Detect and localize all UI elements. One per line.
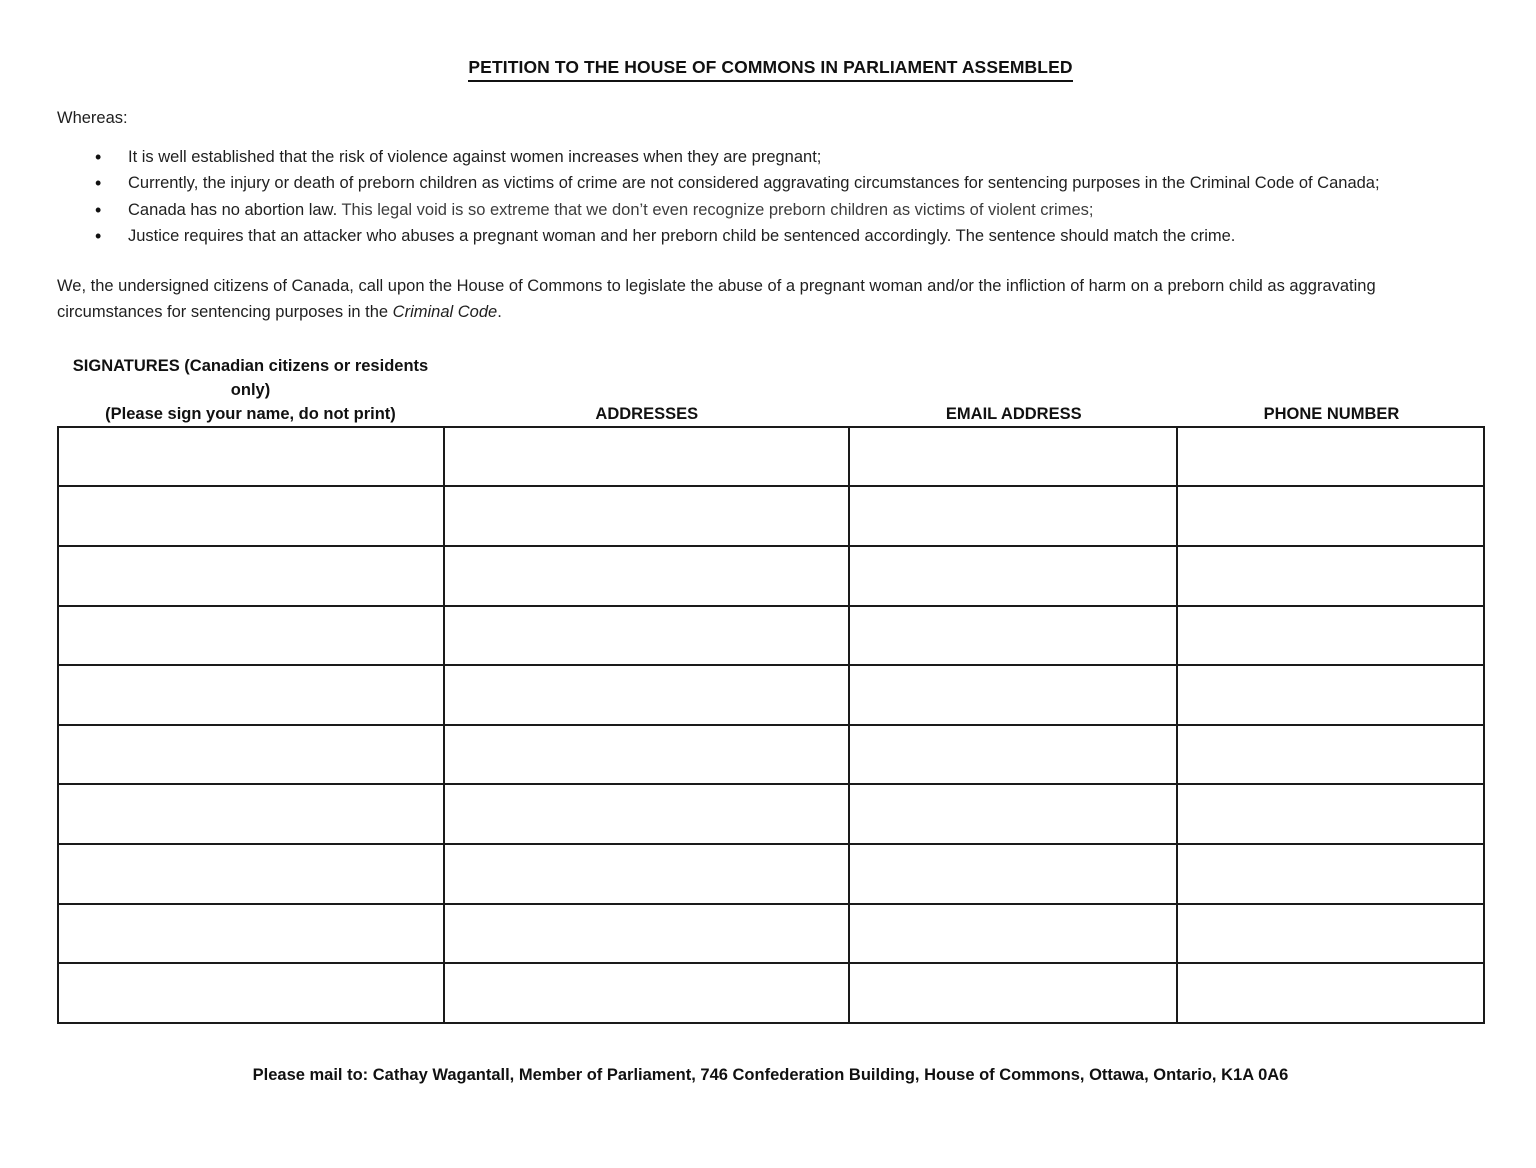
petition-document xyxy=(0,57,1536,1085)
email-cell[interactable] xyxy=(849,486,1177,546)
phone-cell[interactable] xyxy=(1177,904,1484,964)
signature-table-header xyxy=(57,354,1485,426)
email-cell[interactable] xyxy=(849,546,1177,606)
bullet-text: It is well established that the risk of violence against women increases when they are pregnant; xyxy=(128,148,822,166)
whereas-label: Whereas: xyxy=(57,109,128,127)
table-row xyxy=(58,963,1484,1023)
phone-cell[interactable] xyxy=(1177,963,1484,1023)
table-row xyxy=(58,784,1484,844)
address-cell[interactable] xyxy=(444,427,849,487)
bullet-item-1 xyxy=(95,144,1484,170)
address-cell[interactable] xyxy=(444,665,849,725)
address-cell[interactable] xyxy=(444,606,849,666)
email-cell[interactable] xyxy=(849,427,1177,487)
signatures-header-line1: SIGNATURES (Canadian citizens or residents xyxy=(72,356,429,375)
address-cell[interactable] xyxy=(444,725,849,785)
column-header-phone: PHONE NUMBER xyxy=(1263,404,1400,423)
whereas-bullet-list xyxy=(57,144,1484,249)
signature-cell[interactable] xyxy=(58,725,444,785)
bullet-item-4 xyxy=(95,223,1484,249)
bullet-text: Currently, the injury or death of preborn children as victims of crime are not considered aggravating circumstances for sentencing purposes in the Criminal Code of Canada; xyxy=(128,174,1380,193)
table-row xyxy=(58,546,1484,606)
phone-cell[interactable] xyxy=(1177,427,1484,487)
email-cell[interactable] xyxy=(849,963,1177,1023)
address-cell[interactable] xyxy=(444,546,849,606)
phone-cell[interactable] xyxy=(1177,725,1484,785)
signature-cell[interactable] xyxy=(58,546,444,606)
table-row xyxy=(58,665,1484,725)
address-cell[interactable] xyxy=(444,784,849,844)
phone-cell[interactable] xyxy=(1177,546,1484,606)
petition-statement-italic: Criminal Code xyxy=(392,303,498,322)
table-row xyxy=(58,844,1484,904)
address-cell[interactable] xyxy=(444,963,849,1023)
email-cell[interactable] xyxy=(849,606,1177,666)
email-cell[interactable] xyxy=(849,665,1177,725)
email-cell[interactable] xyxy=(849,904,1177,964)
phone-cell[interactable] xyxy=(1177,784,1484,844)
column-header-addresses: ADDRESSES xyxy=(595,404,699,423)
signature-cell[interactable] xyxy=(58,784,444,844)
table-row xyxy=(58,606,1484,666)
table-row xyxy=(58,904,1484,964)
bullet-text: Canada has no abortion law. xyxy=(128,200,338,219)
signature-cell[interactable] xyxy=(58,486,444,546)
column-header-signatures xyxy=(57,354,444,426)
bullet-text: This legal void is so extreme that we don’t even recognize preborn children as victims of violent crimes; xyxy=(337,200,1094,219)
signature-table-section xyxy=(57,354,1484,1024)
petition-statement-main: We, the undersigned citizens of Canada, call upon the House of Commons to legislate the abuse of a pregnant woman and/or the infliction of harm on a preborn child as aggravating circumstances for sentencing purposes in the xyxy=(57,277,1376,322)
signature-cell[interactable] xyxy=(58,844,444,904)
phone-cell[interactable] xyxy=(1177,844,1484,904)
signature-table-body xyxy=(58,427,1484,1023)
signature-cell[interactable] xyxy=(58,963,444,1023)
phone-cell[interactable] xyxy=(1177,665,1484,725)
mailing-instructions: Please mail to: Cathay Wagantall, Member of Parliament, 746 Confederation Building, House of Commons, Ottawa, Ontario, K1A 0A6 xyxy=(252,1065,1289,1084)
table-row xyxy=(58,725,1484,785)
signature-cell[interactable] xyxy=(58,427,444,487)
petition-statement-end: . xyxy=(497,303,502,322)
bullet-text: Justice requires that an attacker who abuses a pregnant woman and her preborn child be sentenced accordingly. The sentence should match the crime. xyxy=(128,226,1236,245)
bullet-item-3 xyxy=(95,197,1484,223)
email-cell[interactable] xyxy=(849,844,1177,904)
address-cell[interactable] xyxy=(444,904,849,964)
column-header-email: EMAIL ADDRESS xyxy=(945,404,1082,423)
signatures-header-line3: (Please sign your name, do not print) xyxy=(105,404,396,423)
signature-cell[interactable] xyxy=(58,606,444,666)
petition-statement xyxy=(57,273,1484,326)
email-cell[interactable] xyxy=(849,784,1177,844)
table-row xyxy=(58,486,1484,546)
signature-cell[interactable] xyxy=(58,904,444,964)
email-cell[interactable] xyxy=(849,725,1177,785)
table-row xyxy=(58,427,1484,487)
phone-cell[interactable] xyxy=(1177,486,1484,546)
page-title: PETITION TO THE HOUSE OF COMMONS IN PARLIAMENT ASSEMBLED xyxy=(468,57,1072,82)
signatures-header-line2: only) xyxy=(230,380,271,399)
signature-cell[interactable] xyxy=(58,665,444,725)
phone-cell[interactable] xyxy=(1177,606,1484,666)
bullet-item-2 xyxy=(95,170,1484,196)
signature-table xyxy=(57,426,1485,1024)
address-cell[interactable] xyxy=(444,844,849,904)
address-cell[interactable] xyxy=(444,486,849,546)
